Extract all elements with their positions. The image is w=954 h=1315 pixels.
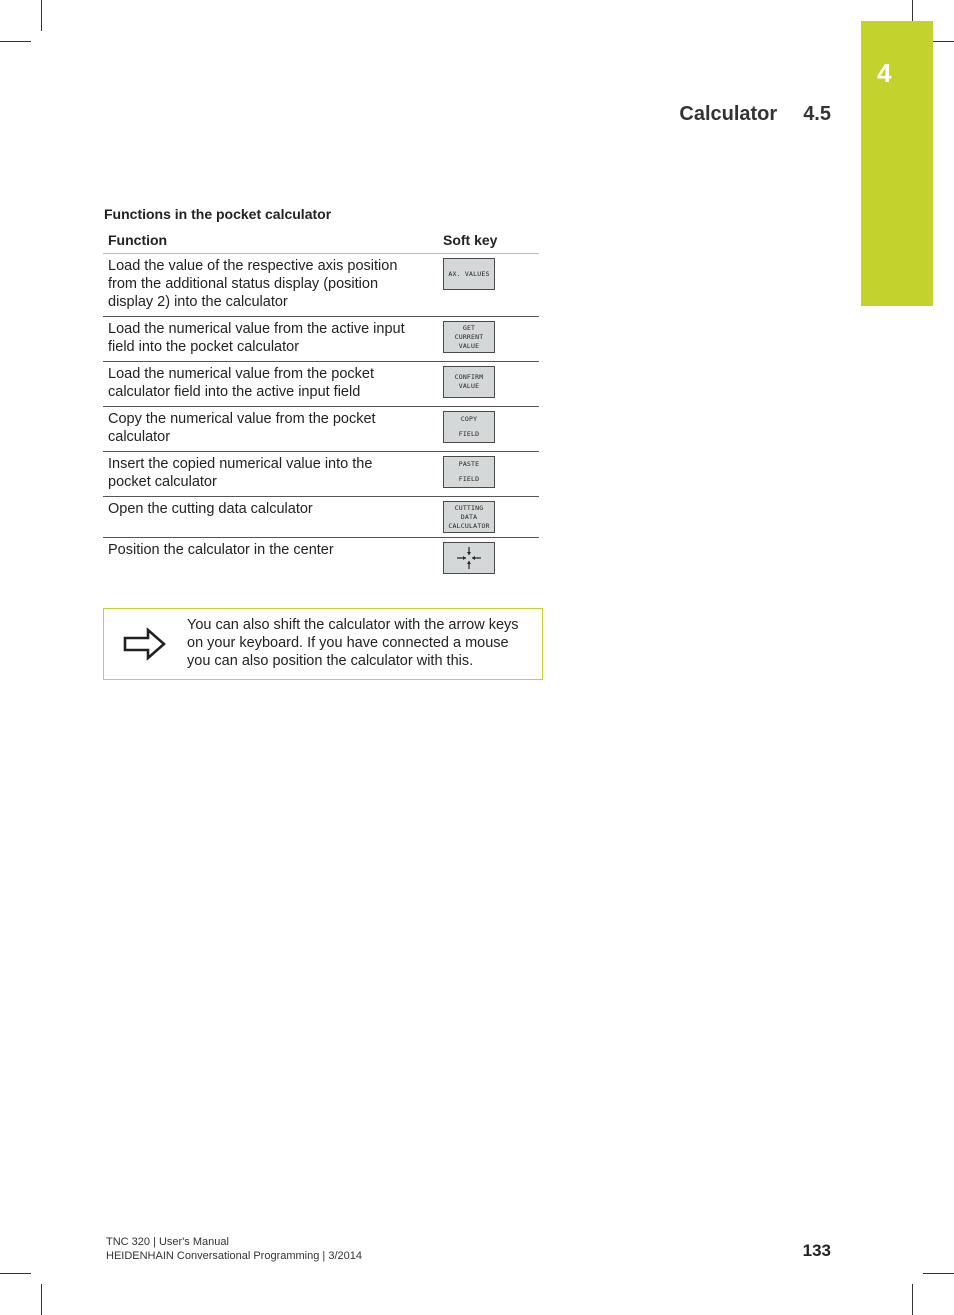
table-header-row [103, 226, 539, 254]
functions-table [103, 226, 539, 578]
softkey-center-position[interactable] [443, 542, 495, 574]
running-head-title: Calculator [679, 103, 778, 125]
softkey-label: VALUE [458, 341, 480, 350]
softkey-label: AX. VALUES [448, 269, 490, 278]
section-title: Functions in the pocket calculator [104, 206, 332, 222]
softkey-label: DATA [460, 512, 478, 521]
function-text: Position the calculator in the center [108, 542, 334, 558]
function-text: Insert the copied numerical value into the pocket calculator [103, 452, 419, 497]
softkey-confirm-value[interactable] [443, 366, 495, 398]
center-crosshair-icon [454, 545, 484, 571]
table-row [103, 538, 539, 579]
table-row [103, 317, 539, 362]
chapter-tab [861, 21, 933, 306]
note-text: You can also shift the calculator with the arrow keys on your keyboard. If you have connected a mouse you can also position the calculator with this. [187, 617, 519, 669]
softkey-label: VALUE [458, 382, 480, 390]
softkey-paste-field[interactable] [443, 456, 495, 488]
chapter-number: 4 [877, 58, 892, 88]
softkey-label: CALCULATOR [448, 521, 490, 530]
crop-mark [933, 41, 954, 42]
table-row [103, 254, 539, 317]
function-text: Load the value of the respective axis position from the additional status display (position display 2) into the calculator [103, 254, 419, 317]
softkey-label: CUTTING [454, 503, 484, 512]
header-function: Function [103, 226, 419, 254]
softkey-label: CURRENT [454, 332, 484, 341]
function-text: Open the cutting data calculator [103, 497, 419, 538]
softkey-label: PASTE [458, 460, 480, 468]
running-head [600, 103, 831, 126]
footer-line-2: HEIDENHAIN Conversational Programming | 3/2014 [106, 1250, 362, 1262]
softkey-copy-field[interactable] [443, 411, 495, 443]
softkey-label: COPY [460, 415, 478, 423]
softkey-label: FIELD [458, 475, 480, 483]
function-text: Copy the numerical value from the pocket calculator [103, 407, 419, 452]
softkey-ax-values[interactable] [443, 258, 495, 290]
function-text: Load the numerical value from the active input field into the pocket calculator [103, 317, 419, 362]
softkey-label: FIELD [458, 430, 480, 438]
page-number: 133 [802, 1241, 831, 1260]
crop-mark [41, 0, 42, 31]
table-row [103, 362, 539, 407]
table-row [103, 452, 539, 497]
footer [106, 1235, 362, 1263]
arrow-right-icon [123, 627, 167, 661]
running-head-section: 4.5 [803, 103, 831, 125]
crop-mark [912, 0, 913, 21]
softkey-get-current-value[interactable] [443, 321, 495, 353]
header-softkey: Soft key [419, 226, 539, 254]
softkey-label: GET [462, 323, 476, 332]
footer-line-1: TNC 320 | User's Manual [106, 1236, 229, 1248]
softkey-cutting-data-calculator[interactable] [443, 501, 495, 533]
crop-mark [923, 1273, 954, 1274]
softkey-label: CONFIRM [454, 373, 484, 381]
table-row [103, 497, 539, 538]
note-box [103, 608, 543, 680]
crop-mark [0, 41, 31, 42]
crop-mark [912, 1284, 913, 1315]
table-row [103, 407, 539, 452]
crop-mark [41, 1284, 42, 1315]
crop-mark [0, 1273, 31, 1274]
function-text: Load the numerical value from the pocket calculator field into the active input field [103, 362, 419, 407]
